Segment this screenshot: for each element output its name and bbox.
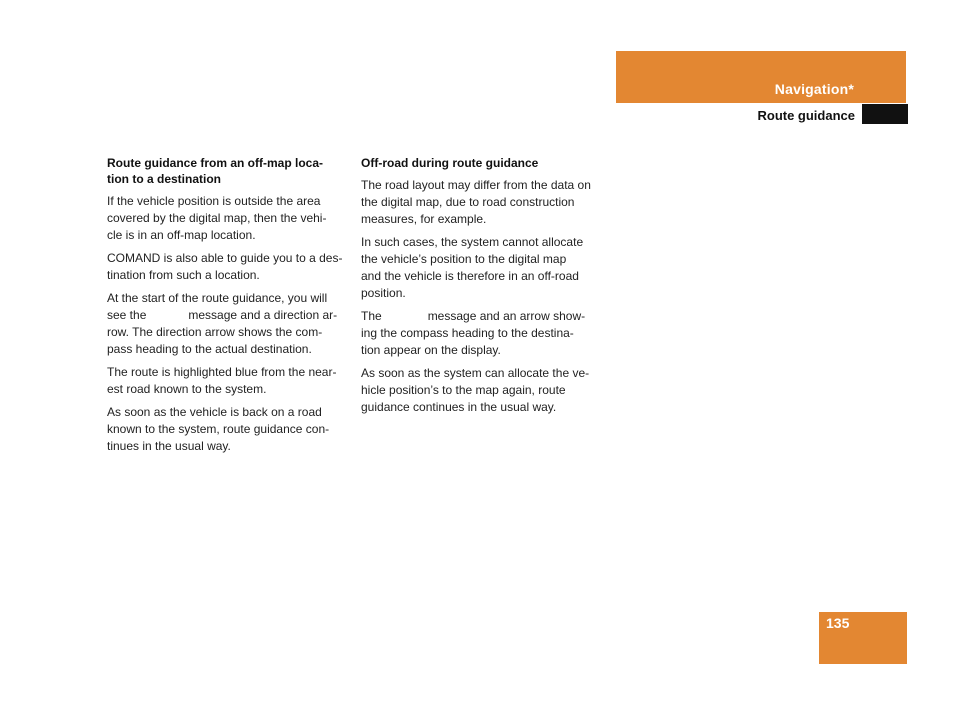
text-line: est road known to the system.	[107, 382, 267, 396]
text-line: hicle position’s to the map again, route	[361, 383, 566, 397]
left-paragraph-2	[107, 250, 349, 284]
text-line: known to the system, route guidance con-	[107, 422, 330, 436]
right-paragraph-3	[361, 308, 603, 359]
text-line: The road layout may differ from the data on	[361, 178, 591, 192]
subsection-marker-bar	[862, 104, 908, 124]
text-line: message and an arrow show-	[427, 309, 586, 323]
text-line: tinues in the usual way.	[107, 439, 231, 453]
left-paragraph-5	[107, 404, 349, 455]
left-paragraph-4	[107, 364, 349, 398]
text-line: row. The direction arrow shows the com-	[107, 325, 323, 339]
text-line: tion appear on the display.	[361, 343, 501, 357]
left-column	[107, 155, 349, 461]
text-line: As soon as the system can allocate the ve-	[361, 366, 590, 380]
page-number: 135	[826, 615, 850, 631]
text-line: and the vehicle is therefore in an off-road	[361, 269, 579, 283]
left-paragraph-1	[107, 193, 349, 244]
text-line: position.	[361, 286, 406, 300]
text-line: The route is highlighted blue from the near-	[107, 365, 337, 379]
right-column	[361, 155, 603, 422]
text-line: measures, for example.	[361, 212, 487, 226]
text-line: covered by the digital map, then the vehi-	[107, 211, 327, 225]
text-line: tination from such a location.	[107, 268, 260, 282]
section-title: Navigation*	[774, 81, 854, 97]
text-line: pass heading to the actual destination.	[107, 342, 312, 356]
text-line: If the vehicle position is outside the area	[107, 194, 321, 208]
page-number-box	[819, 612, 907, 664]
left-heading	[107, 155, 349, 187]
text-line: guidance continues in the usual way.	[361, 400, 557, 414]
left-heading-line-2: tion to a destination	[107, 172, 221, 186]
left-heading-line-1: Route guidance from an off-map loca-	[107, 156, 324, 170]
text-line: see the	[107, 308, 147, 322]
text-line: COMAND is also able to guide you to a des-	[107, 251, 343, 265]
section-header-tab	[616, 51, 906, 103]
text-line: As soon as the vehicle is back on a road	[107, 405, 322, 419]
text-line: At the start of the route guidance, you will	[107, 291, 328, 305]
subsection-title: Route guidance	[757, 108, 855, 123]
text-line: message and a direction ar-	[188, 308, 338, 322]
text-line: cle is in an off-map location.	[107, 228, 256, 242]
right-paragraph-4	[361, 365, 603, 416]
text-line: the digital map, due to road construction	[361, 195, 575, 209]
text-line: In such cases, the system cannot allocate	[361, 235, 584, 249]
left-paragraph-3	[107, 290, 349, 358]
text-line: the vehicle’s position to the digital map	[361, 252, 567, 266]
right-paragraph-1	[361, 177, 603, 228]
right-heading: Off-road during route guidance	[361, 156, 539, 170]
text-line: The	[361, 309, 382, 323]
text-line: ing the compass heading to the destina-	[361, 326, 574, 340]
right-paragraph-2	[361, 234, 603, 302]
